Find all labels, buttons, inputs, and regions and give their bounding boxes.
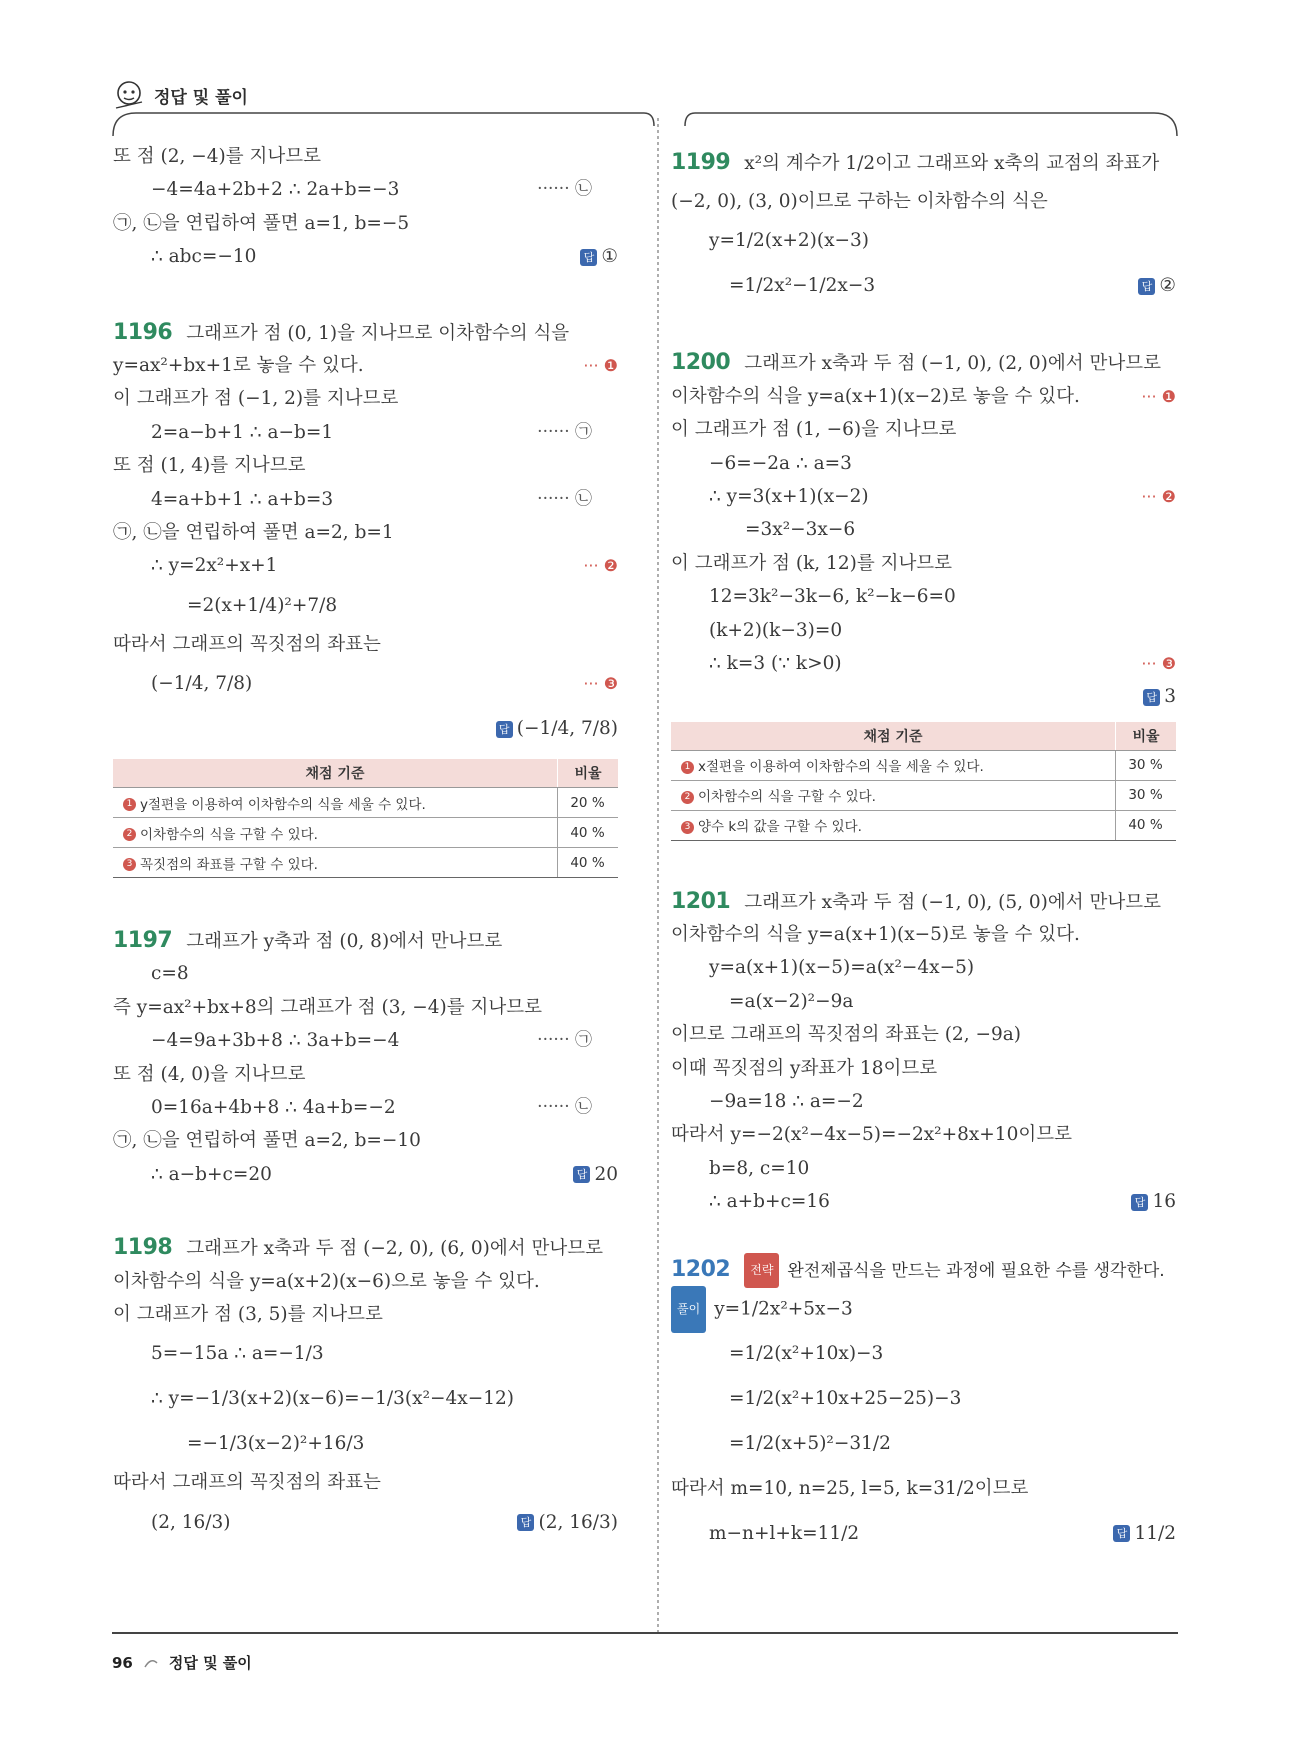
footer-divider [112, 1632, 1178, 1634]
math-line: =a(x−2)²−9a [729, 990, 854, 1012]
math-line: ∴ y=−1/3(x+2)(x−6)=−1/3(x²−4x−12) [151, 1388, 514, 1410]
math-line: b=8, c=10 [709, 1157, 810, 1179]
math-line: =1/2(x²+10x)−3 [729, 1342, 884, 1364]
math-line: (k+2)(k−3)=0 [709, 619, 843, 641]
step-number: 3 [681, 821, 694, 834]
answer-icon: 답 [1131, 1194, 1148, 1211]
table-header: 채점 기준 [113, 759, 558, 788]
problem-1202 [671, 1253, 1176, 1556]
problem-1201 [671, 885, 1176, 1219]
math-line: (2, 16/3) 답 (2, 16/3) [113, 1500, 618, 1545]
math-line: =1/2(x+5)²−31/2 [729, 1432, 891, 1454]
math-line: =1/2x²−1/2x−3 답 ② [671, 263, 1176, 308]
math-line: =−1/3(x−2)²+16/3 [187, 1433, 365, 1455]
step-marker: ··· ❷ [583, 556, 618, 576]
answer-icon: 답 [1113, 1525, 1130, 1542]
math-line: −4=4a+2b+2 ∴ 2a+b=−3 ······ ㉡ [151, 179, 592, 201]
answer-icon: 답 [573, 1166, 590, 1183]
math-line: c=8 [151, 963, 189, 985]
problem-number: 1201 [671, 888, 731, 914]
problem-1200 [671, 346, 1176, 840]
problem-number: 1200 [671, 350, 731, 376]
table-header: 비율 [558, 759, 619, 788]
answer: 답 (2, 16/3) [517, 1500, 618, 1545]
problem-number: 1197 [113, 928, 173, 954]
text-line: ㉠, ㉡을 연립하여 풀면 a=2, b=−10 [113, 1130, 421, 1152]
step-marker: ··· ❷ [1141, 486, 1176, 506]
step-marker: ··· ❶ [1141, 386, 1176, 406]
table-row: 1 y절편을 이용하여 이차함수의 식을 세울 수 있다. 20 % [113, 788, 618, 818]
answer-icon: 답 [496, 721, 513, 738]
step-number: 1 [681, 761, 694, 774]
math-line: 2=a−b+1 ∴ a−b=1 ······ ㉠ [151, 421, 592, 443]
strategy-text: 완전제곱식을 만드는 과정에 필요한 수를 생각한다. [787, 1260, 1165, 1281]
problem-number: 1202 [671, 1256, 731, 1282]
step-number: 2 [123, 828, 136, 841]
page-header [112, 78, 248, 112]
problem-1198 [113, 1231, 618, 1545]
mascot-icon [112, 78, 146, 112]
math-line: y=a(x+1)(x−5)=a(x²−4x−5) [709, 957, 975, 979]
problem-number: 1198 [113, 1235, 173, 1261]
math-line: m−n+l+k=11/2 답 11/2 [671, 1511, 1176, 1556]
table-row: 2 이차함수의 식을 구할 수 있다. 30 % [671, 780, 1176, 810]
step-number: 2 [681, 791, 694, 804]
math-line: (−1/4, 7/8) ··· ❸ [113, 661, 618, 706]
text-line: 따라서 그래프의 꼭짓점의 좌표는 [113, 1472, 381, 1494]
text-line: 이 그래프가 점 (3, 5)를 지나므로 [113, 1303, 383, 1325]
table-header: 비율 [1116, 722, 1177, 751]
math-line: 4=a+b+1 ∴ a+b=3 ······ ㉡ [151, 488, 592, 510]
step-marker: ··· ❸ [583, 674, 618, 694]
text-line: 따라서 그래프의 꼭짓점의 좌표는 [113, 633, 381, 655]
math-line: −6=−2a ∴ a=3 [709, 452, 852, 474]
math-line: 풀이 y=1/2x²+5x−3 [671, 1286, 1176, 1331]
page-footer [112, 1652, 252, 1673]
text-line: 즉 y=ax²+bx+8의 그래프가 점 (3, −4)를 지나므로 [113, 996, 542, 1018]
answer-icon: 답 [517, 1514, 534, 1531]
answer-line [113, 706, 618, 751]
math-line: ∴ y=3(x+1)(x−2) ··· ❷ [671, 480, 1176, 513]
answer: 답 20 [573, 1158, 618, 1191]
answer-line [671, 680, 1176, 713]
problem-1195-cont [113, 140, 618, 274]
page-number: 96 [112, 1653, 133, 1672]
text-line: 또 점 (1, 4)를 지나므로 [113, 455, 306, 477]
table-row: 3 꼭짓점의 좌표를 구할 수 있다. 40 % [113, 848, 618, 878]
text-line: 이차함수의 식을 y=a(x+2)(x−6)으로 놓을 수 있다. [113, 1270, 540, 1292]
math-line: ∴ k=3 (∵ k>0) ··· ❸ [671, 647, 1176, 680]
text-line: ㉠, ㉡을 연립하여 풀면 a=1, b=−5 [113, 212, 410, 234]
solution-tag: 풀이 [671, 1286, 706, 1333]
answer-icon: 답 [580, 249, 597, 266]
problem-1197 [113, 924, 618, 1191]
math-line: −4=9a+3b+8 ∴ 3a+b=−4 ······ ㉠ [151, 1030, 592, 1052]
math-line: 5=−15a ∴ a=−1/3 [151, 1343, 324, 1365]
left-column [113, 140, 618, 1545]
math-line: ∴ a−b+c=20 답 20 [113, 1158, 618, 1191]
step-number: 1 [123, 798, 136, 811]
scoring-table [671, 722, 1176, 841]
problem-header: 1196 그래프가 점 (0, 1)을 지나므로 이차함수의 식을 [113, 319, 570, 345]
text-line: 이차함수의 식을 y=a(x+1)(x−5)로 놓을 수 있다. [671, 924, 1080, 946]
math-line: ∴ a+b+c=16 답 16 [671, 1185, 1176, 1218]
answer: 답 11/2 [1113, 1511, 1176, 1556]
problem-number: 1196 [113, 319, 173, 345]
answer: 답 ① [580, 240, 618, 273]
answer-icon: 답 [1143, 689, 1160, 706]
step-marker: ··· ❶ [583, 355, 618, 375]
answer: 답 16 [1131, 1185, 1176, 1218]
math-line: =2(x+1/4)²+7/8 [187, 594, 338, 616]
text-line: 이 그래프가 점 (1, −6)을 지나므로 [671, 419, 957, 441]
text-line: 이 그래프가 점 (−1, 2)를 지나므로 [113, 388, 399, 410]
problem-1199 [671, 140, 1176, 308]
header-title: 정답 및 풀이 [154, 87, 248, 108]
text-line: (−2, 0), (3, 0)이므로 구하는 이차함수의 식은 [671, 191, 1048, 212]
problem-number: 1199 [671, 150, 731, 175]
math-line: −9a=18 ∴ a=−2 [709, 1091, 864, 1113]
text-line: 따라서 y=−2(x²−4x−5)=−2x²+8x+10이므로 [671, 1124, 1072, 1146]
answer: 답 3 [1143, 680, 1176, 713]
strategy-tag: 전략 [744, 1253, 779, 1288]
math-line: y=1/2(x+2)(x−3) [709, 230, 870, 252]
math-line: ∴ abc=−10 답 ① [113, 240, 618, 273]
text-line: 이때 꼭짓점의 y좌표가 18이므로 [671, 1057, 938, 1079]
problem-header: 1200 그래프가 x축과 두 점 (−1, 0), (2, 0)에서 만나므로 [671, 350, 1162, 376]
problem-header: 1198 그래프가 x축과 두 점 (−2, 0), (6, 0)에서 만나므로 [113, 1235, 604, 1261]
math-line: 12=3k²−3k−6, k²−k−6=0 [709, 586, 956, 608]
scoring-table [113, 759, 618, 878]
math-line: ∴ y=2x²+x+1 ··· ❷ [113, 549, 618, 582]
table-row: 1 x절편을 이용하여 이차함수의 식을 세울 수 있다. 30 % [671, 750, 1176, 780]
text-line: ㉠, ㉡을 연립하여 풀면 a=2, b=1 [113, 521, 394, 543]
text-line: y=ax²+bx+1로 놓을 수 있다. ··· ❶ [113, 349, 618, 382]
text-line: 따라서 m=10, n=25, l=5, k=31/2이므로 [671, 1477, 1029, 1499]
step-marker: ··· ❸ [1141, 653, 1176, 673]
text-line: 이 그래프가 점 (k, 12)를 지나므로 [671, 552, 953, 574]
table-row: 2 이차함수의 식을 구할 수 있다. 40 % [113, 818, 618, 848]
footer-swirl-icon [143, 1655, 159, 1671]
problem-header [671, 1253, 1176, 1286]
answer: 답 (−1/4, 7/8) [496, 706, 618, 751]
answer-icon: 답 [1138, 278, 1155, 295]
table-header: 채점 기준 [671, 722, 1116, 751]
problem-1196 [113, 316, 618, 879]
problem-header: 1199 x²의 계수가 1/2이고 그래프와 x축의 교점의 좌표가 [671, 150, 1160, 175]
step-number: 3 [123, 858, 136, 871]
text-line: 또 점 (2, −4)를 지나므로 [113, 146, 321, 167]
math-line: =1/2(x²+10x+25−25)−3 [729, 1387, 962, 1409]
right-column [671, 140, 1176, 1556]
footer-title: 정답 및 풀이 [168, 1654, 252, 1672]
math-line: =3x²−3x−6 [745, 519, 856, 541]
text-line: 이므로 그래프의 꼭짓점의 좌표는 (2, −9a) [671, 1024, 1021, 1046]
answer: 답 ② [1138, 263, 1176, 308]
text-line: 또 점 (4, 0)을 지나므로 [113, 1063, 306, 1085]
math-line: 0=16a+4b+8 ∴ 4a+b=−2 ······ ㉡ [151, 1097, 592, 1119]
table-row: 3 양수 k의 값을 구할 수 있다. 40 % [671, 810, 1176, 840]
text-line: 이차함수의 식을 y=a(x+1)(x−2)로 놓을 수 있다. ··· ❶ [671, 380, 1176, 413]
problem-header: 1197 그래프가 y축과 점 (0, 8)에서 만나므로 [113, 928, 503, 954]
problem-header: 1201 그래프가 x축과 두 점 (−1, 0), (5, 0)에서 만나므로 [671, 888, 1162, 914]
